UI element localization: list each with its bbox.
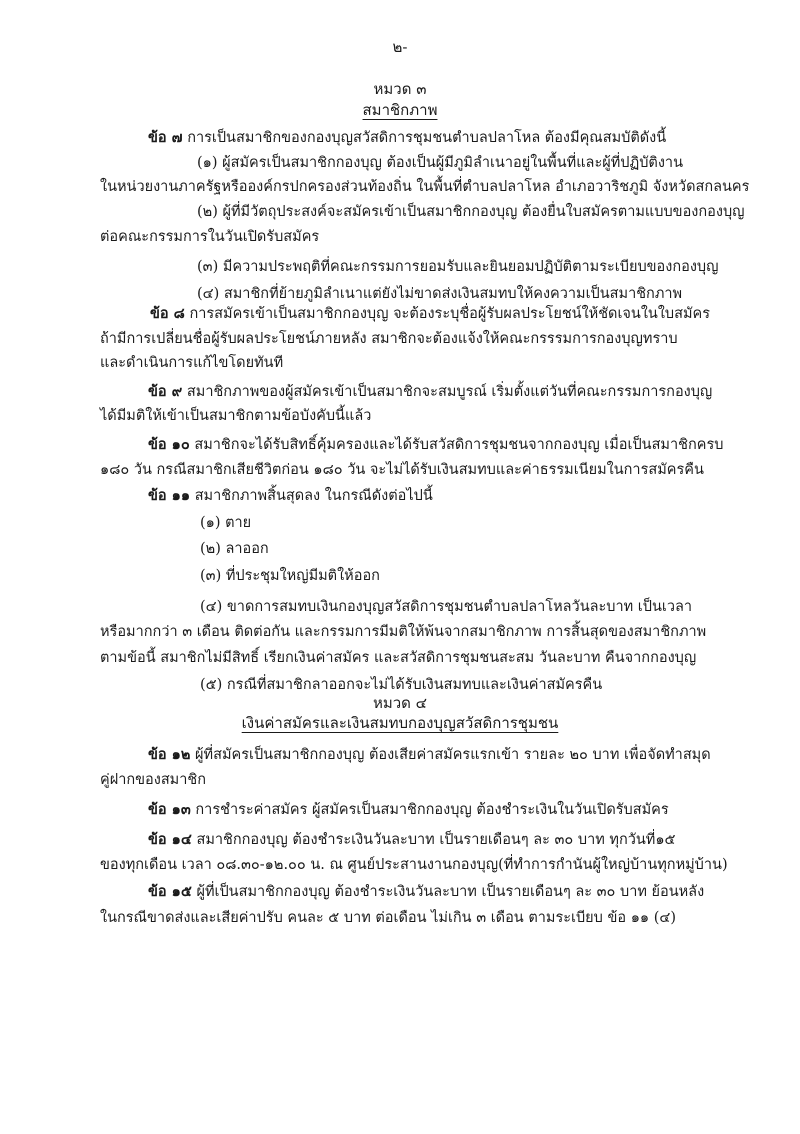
art15-line1 [148,882,704,902]
art8-line3: และดำเนินการแก้ไขโดยทันที [100,355,284,371]
page-number: ๒- [392,38,408,56]
art9-line1 [148,382,712,402]
chapter3-subtitle [0,100,800,120]
chapter3-title: หมวด ๓ [373,80,427,98]
art10-line2: ๑๘๐ วัน กรณีสมาชิกเสียชีวิตก่อน ๑๘๐ วัน จะไม่ได้รับเงินสมทบและค่าธรรมเนียมในการสมัครคืน [100,462,704,478]
art13-text-line1: การชำระค่าสมัคร ผู้สมัครเป็นสมาชิกกองบุญ ต้องชำระเงินในวันเปิดรับสมัคร [195,802,669,818]
art10-label: ข้อ ๑๐ [148,436,190,453]
art14-text-line1: สมาชิกกองบุญ ต้องชำระเงินวันละบาท เป็นรายเดือนๆ ละ ๓๐ บาท ทุกวันที่๑๕ [196,832,676,848]
art7-item4: (๔) สมาชิกที่ย้ายภูมิลำเนาแต่ยังไม่ขาดส่งเงินสมทบให้คงความเป็นสมาชิกภาพ [197,286,683,302]
art11-item4-line1: (๔) ขาดการสมทบเงินกองบุญสวัสดิการชุมชนตำบลปลาโหลวันละบาท เป็นเวลา [200,599,692,615]
art7-item2-line1: (๒) ผู้ที่มีวัตถุประสงค์จะสมัครเข้าเป็นสมาชิกกองบุญ ต้องยื่นใบสมัครตามแบบของกองบุญ [197,204,745,220]
art11-item4-line2: หรือมากกว่า ๓ เดือน ติดต่อกัน และกรรมการมีมติให้พ้นจากสมาชิกภาพ การสิ้นสุดของสมาชิกภาพ [100,624,707,640]
art15-label: ข้อ ๑๕ [148,883,192,900]
art8-text-line1: การสมัครเข้าเป็นสมาชิกกองบุญ จะต้องระบุชื่อผู้รับผลประโยชน์ให้ชัดเจนในใบสมัคร [189,306,711,322]
art12-text-line1: ผู้ที่สมัครเป็นสมาชิกกองบุญ ต้องเสียค่าสมัครแรกเข้า รายละ ๒๐ บาท เพื่อจัดทำสมุด [195,747,711,763]
art15-text-line1: ผู้ที่เป็นสมาชิกกองบุญ ต้องชำระเงินวันละบาท เป็นรายเดือนๆ ละ ๓๐ บาท ย้อนหลัง [196,884,705,900]
art9-line2: ได้มีมติให้เข้าเป็นสมาชิกตามข้อบังคับนี้แล้ว [100,408,372,424]
art12-label: ข้อ ๑๒ [148,746,191,763]
art8-label: ข้อ ๘ [150,305,185,322]
chapter4-subtitle [0,713,800,733]
art11-item5: (๕) กรณีที่สมาชิกลาออกจะไม่ได้รับเงินสมทบและเงินค่าสมัครคืน [200,677,603,693]
art7-text: การเป็นสมาชิกของกองบุญสวัสดิการชุมชนตำบลปลาโหล ต้องมีคุณสมบัติดังนี้ [187,130,667,146]
art14-label: ข้อ ๑๔ [148,831,192,848]
art14-line1 [148,830,676,850]
art11-item1: (๑) ตาย [200,515,252,531]
art11-item3: (๓) ที่ประชุมใหญ่มีมติให้ออก [200,568,380,584]
art15-line2: ในกรณีขาดส่งและเสียค่าปรับ คนละ ๕ บาท ต่อเดือน ไม่เกิน ๓ เดือน ตามระเบียบ ข้อ ๑๑ (๔) [100,910,677,926]
art14-line2: ของทุกเดือน เวลา ๐๘.๓๐-๑๒.๐๐ น. ณ ศูนย์ประสานงานกองบุญ(ที่ทำการกำนันผู้ใหญ่บ้านทุกหมู่บ้าน) [100,857,728,873]
art7-item2-line2: ต่อคณะกรรมการในวันเปิดรับสมัคร [100,229,320,245]
art10-line1 [148,435,723,455]
art11-line [148,486,433,506]
art7-item1-line1: (๑) ผู้สมัครเป็นสมาชิกกองบุญ ต้องเป็นผู้มีภูมิลำเนาอยู่ในพื้นที่และผู้ที่ปฏิบัติงาน [197,155,683,171]
art9-text-line1: สมาชิกภาพของผู้สมัครเข้าเป็นสมาชิกจะสมบูรณ์ เริ่มตั้งแต่วันที่คณะกรรมการกองบุญ [186,384,713,400]
chapter4-title: หมวด ๔ [372,694,428,712]
art8-line1 [150,304,710,324]
art12-line1 [148,745,711,765]
art11-text: สมาชิกภาพสิ้นสุดลง ในกรณีดังต่อไปนี้ [194,488,433,504]
art11-item2: (๒) ลาออก [200,541,269,557]
chapter3-subtitle-text: สมาชิกภาพ [362,101,438,119]
art7-line [148,128,666,148]
art7-item1-line2: ในหน่วยงานภาครัฐหรือองค์กรปกครองส่วนท้องถิ่น ในพื้นที่ตำบลปลาโหล อำเภอวาริชภูมิ จังหวัดสกลนคร [100,179,750,195]
art7-item3: (๓) มีความประพฤติที่คณะกรรมการยอมรับและยินยอมปฏิบัติตามระเบียบของกองบุญ [197,259,719,275]
art13-label: ข้อ ๑๓ [148,801,191,818]
art11-label: ข้อ ๑๑ [148,487,191,504]
art9-label: ข้อ ๙ [148,383,183,400]
art7-label: ข้อ ๗ [148,129,183,146]
art12-line2: คู่ฝากของสมาชิก [100,772,206,788]
art10-text-line1: สมาชิกจะได้รับสิทธิ์คุ้มครองและได้รับสวัสดิการชุมชนจากกองบุญ เมื่อเป็นสมาชิกครบ [194,437,724,453]
chapter4-subtitle-text: เงินค่าสมัครและเงินสมทบกองบุญสวัสดิการชุมชน [241,714,559,732]
art13-line1 [148,800,669,820]
art8-line2: ถ้ามีการเปลี่ยนชื่อผู้รับผลประโยชน์ภายหลัง สมาชิกจะต้องแจ้งให้คณะกรรรมการกองบุญทราบ [100,331,678,347]
art11-item4-line3: ตามข้อนี้ สมาชิกไม่มีสิทธิ์ เรียกเงินค่าสมัคร และสวัสดิการชุมชนสะสม วันละบาท คืนจากกองบุญ [100,650,697,666]
